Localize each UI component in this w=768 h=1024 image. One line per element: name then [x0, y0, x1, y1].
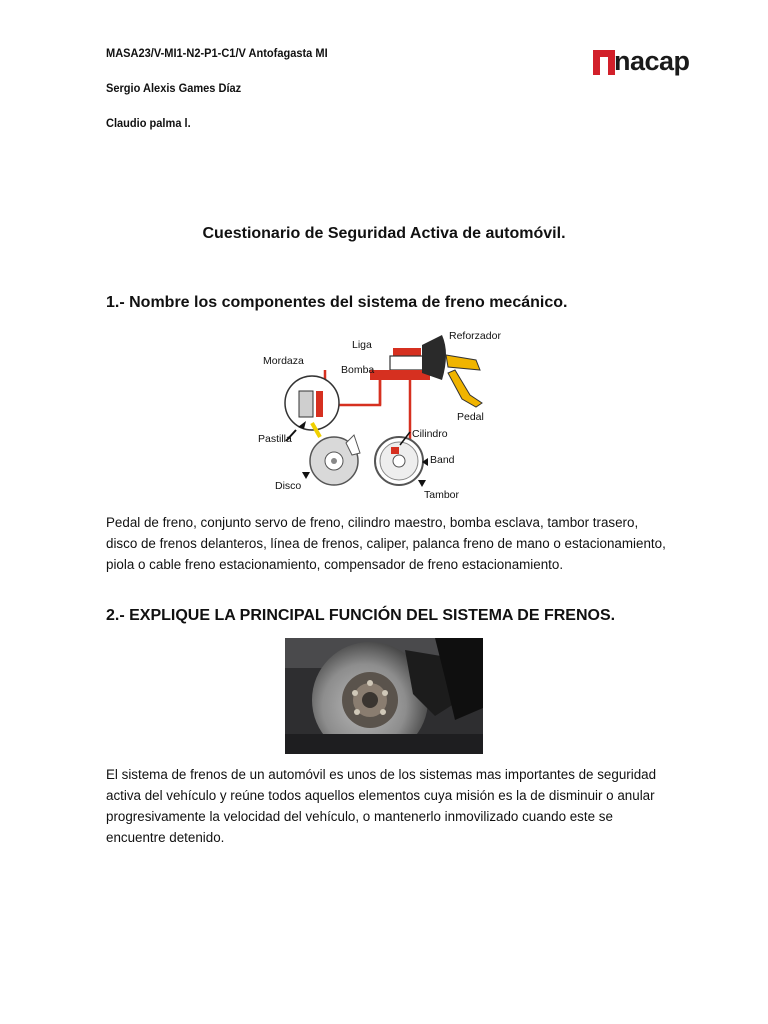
- answer-1-paragraph: Pedal de freno, conjunto servo de freno, cilindro maestro, bomba esclava, tambor trasero, disco de frenos delanteros, línea de frenos, caliper, palanca freno de mano o estacionamiento, piola o cable freno estacionamiento, compensador de freno estacionamiento.: [106, 515, 666, 572]
- inacap-logo: [593, 46, 708, 80]
- label-pedal: Pedal: [457, 411, 484, 423]
- author-name: Sergio Alexis Games Díaz: [106, 81, 242, 95]
- pedal-rod: [446, 355, 480, 370]
- label-disco: Disco: [275, 480, 302, 492]
- course-code: MASA23/V-MI1-N2-P1-C1/V Antofagasta MI: [106, 46, 328, 60]
- question-2-heading: 2.- EXPLIQUE LA PRINCIPAL FUNCIÓN DEL SISTEMA DE FRENOS.: [106, 607, 616, 624]
- booster-shape: [422, 335, 446, 380]
- brake-disc-photo: [285, 638, 483, 754]
- label-cilindro: Cilindro: [412, 428, 448, 440]
- label-band: Band: [430, 454, 455, 466]
- brake-system-diagram: [250, 325, 520, 505]
- question-1-heading: 1.- Nombre los componentes del sistema de freno mecánico.: [106, 294, 568, 311]
- label-tambor: Tambor: [424, 489, 460, 501]
- pedal-lever: [448, 370, 482, 407]
- tambor-pointer-icon: [418, 480, 426, 487]
- answer-2-paragraph: El sistema de frenos de un automóvil es unos de los sistemas mas importantes de seguridad activa del vehículo y reúne todos aquellos elementos cuya misión es la de disminuir o anular progresivamente la velocidad del vehículo, o mantenerlo inmovilizado cuando este se encuentre detenido.: [106, 767, 657, 845]
- master-cylinder: [390, 356, 424, 370]
- bomba-block: [370, 370, 430, 380]
- label-mordaza: Mordaza: [263, 355, 304, 367]
- logo-text: nacap: [614, 46, 690, 76]
- instructor-name: Claudio palma l.: [106, 116, 191, 130]
- label-bomba: Bomba: [341, 364, 375, 376]
- label-pastilla: Pastilla: [258, 433, 292, 445]
- document-title: Cuestionario de Seguridad Activa de automóvil.: [202, 225, 566, 242]
- wheel-cylinder: [391, 447, 399, 454]
- label-reforzador: Reforzador: [449, 330, 501, 342]
- disco-pointer-icon: [302, 472, 310, 479]
- liga-reservoir: [393, 348, 421, 356]
- logo-mark-icon: [593, 50, 615, 75]
- label-liga: Liga: [352, 339, 372, 351]
